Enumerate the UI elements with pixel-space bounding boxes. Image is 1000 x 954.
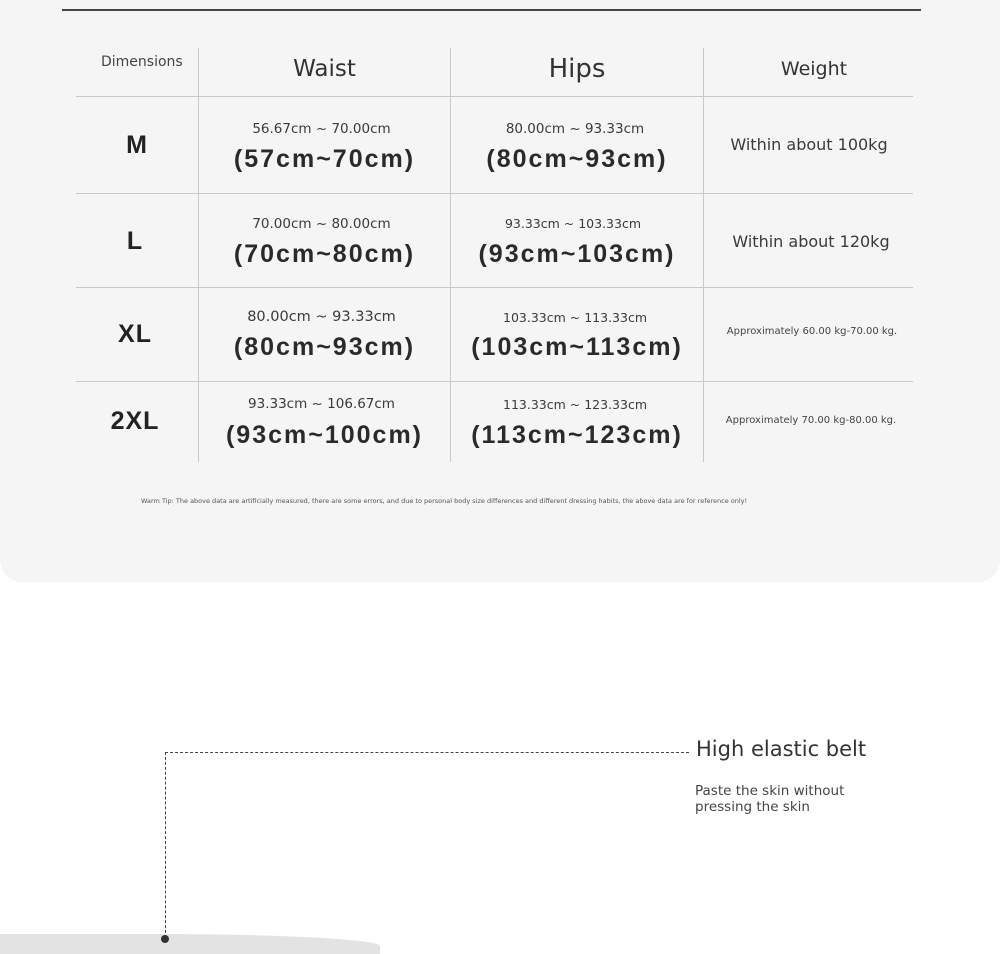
callout-line-horizontal [165, 752, 689, 753]
hips-exact: 93.33cm ~ 103.33cm [504, 216, 642, 231]
row-divider [76, 193, 913, 194]
size-label: L [126, 227, 144, 255]
waist-exact: 93.33cm ~ 106.67cm [248, 396, 395, 412]
size-label: 2XL [110, 407, 160, 435]
callout-dot [161, 935, 169, 943]
waist-rounded: (70cm~80cm) [233, 240, 416, 268]
hips-exact: 80.00cm ~ 93.33cm [505, 121, 645, 137]
waist-rounded: (57cm~70cm) [233, 145, 416, 173]
waist-rounded: (80cm~93cm) [233, 333, 416, 361]
callout-line-vertical [165, 752, 166, 938]
hips-exact: 113.33cm ~ 123.33cm [503, 397, 647, 412]
feature-title: High elastic belt [696, 737, 867, 761]
header-waist: Waist [293, 56, 356, 82]
weight-value: Approximately 70.00 kg-80.00 kg. [725, 415, 897, 426]
size-label: XL [118, 320, 152, 348]
waist-exact: 70.00cm ~ 80.00cm [252, 216, 391, 232]
waist-rounded: (93cm~100cm) [225, 421, 424, 449]
column-divider [703, 48, 704, 462]
header-dimensions: Dimensions [101, 54, 183, 70]
row-divider [76, 96, 913, 97]
top-divider [62, 9, 921, 11]
waist-exact: 56.67cm ~ 70.00cm [252, 121, 391, 137]
weight-value: Approximately 60.00 kg-70.00 kg. [726, 326, 898, 337]
waist-exact: 80.00cm ~ 93.33cm [247, 309, 396, 325]
weight-value: Within about 100kg [730, 135, 888, 154]
row-divider [76, 287, 913, 288]
row-divider [76, 381, 913, 382]
hips-rounded: (113cm~123cm) [471, 421, 683, 449]
warm-tip: Warm Tip: The above data are artificially measured, there are some errors, and due to personal body size differences and different dressing habits, the above data are for reference only! [141, 497, 748, 505]
header-hips: Hips [548, 54, 606, 84]
belt-fabric-edge [0, 934, 380, 954]
size-label: M [126, 131, 148, 159]
header-weight: Weight [780, 58, 848, 80]
hips-rounded: (80cm~93cm) [486, 145, 668, 173]
hips-rounded: (93cm~103cm) [478, 240, 676, 268]
hips-exact: 103.33cm ~ 113.33cm [503, 310, 647, 325]
weight-value: Within about 120kg [732, 232, 890, 251]
hips-rounded: (103cm~113cm) [471, 333, 683, 361]
feature-description: Paste the skin without pressing the skin [695, 783, 845, 815]
